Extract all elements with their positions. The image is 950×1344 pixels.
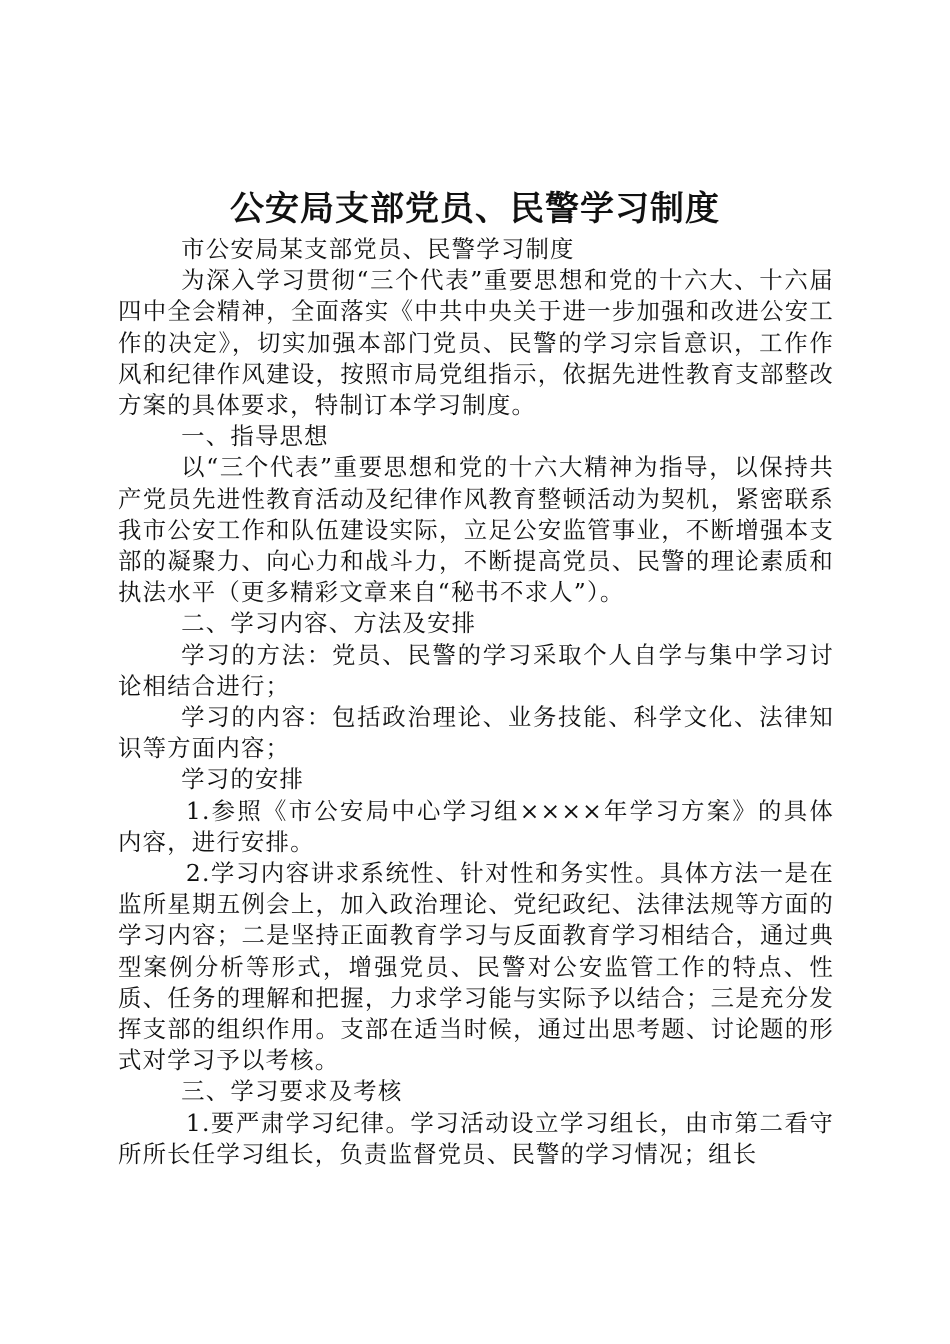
paragraph-study-content: 学习的内容：包括政治理论、业务技能、科学文化、法律知识等方面内容； — [118, 703, 834, 763]
section-heading-guiding-thought: 一、指导思想 — [181, 422, 329, 451]
paragraph-intro: 为深入学习贯彻“三个代表”重要思想和党的十六大、十六届四中全会精神，全面落实《中共中央关于进一步加强和改进公安工作的决定》，切实加强本部门党员、民警的学习宗旨意识，工作作风和纪律作风建设，按照市局党组指示，依据先进性教育支部整改方案的具体要求，特制订本学习制度。 — [118, 266, 834, 420]
list-item-arrangement-1: 1.参照《市公安局中心学习组××××年学习方案》的具体内容，进行安排。 — [118, 796, 834, 856]
document-title: 公安局支部党员、民警学习制度 — [230, 189, 720, 229]
paragraph-study-method: 学习的方法：党员、民警的学习采取个人自学与集中学习讨论相结合进行； — [118, 640, 834, 700]
section-heading-content-methods: 二、学习内容、方法及安排 — [181, 609, 477, 638]
list-item-requirement-1: 1.要严肃学习纪律。学习活动设立学习组长，由市第二看守所所长任学习组长，负责监督党员、民警的学习情况；组长 — [118, 1108, 834, 1168]
list-item-arrangement-2: 2.学习内容讲求系统性、针对性和务实性。具体方法一是在监所星期五例会上，加入政治理论、党纪政纪、法律法规等方面的学习内容；二是坚持正面教育学习与反面教育学习相结合，通过典型案例分析等形式，增强党员、民警对公安监管工作的特点、性质、任务的理解和把握，力求学习能与实际予以结合；三是充分发挥支部的组织作用。支部在适当时候，通过出思考题、讨论题的形式对学习予以考核。 — [118, 859, 834, 1075]
paragraph-subtitle: 市公安局某支部党员、民警学习制度 — [181, 235, 575, 263]
paragraph-study-arrangement: 学习的安排 — [181, 765, 305, 794]
paragraph-guiding-thought: 以“三个代表”重要思想和党的十六大精神为指导，以保持共产党员先进性教育活动及纪律作风教育整顿活动为契机，紧密联系我市公安工作和队伍建设实际，立足公安监管事业，不断增强本支部的凝聚力、向心力和战斗力，不断提高党员、民警的理论素质和执法水平（更多精彩文章来自“秘书不求人”）。 — [118, 453, 834, 607]
section-heading-requirements: 三、学习要求及考核 — [181, 1077, 403, 1106]
document-body — [118, 234, 834, 1170]
